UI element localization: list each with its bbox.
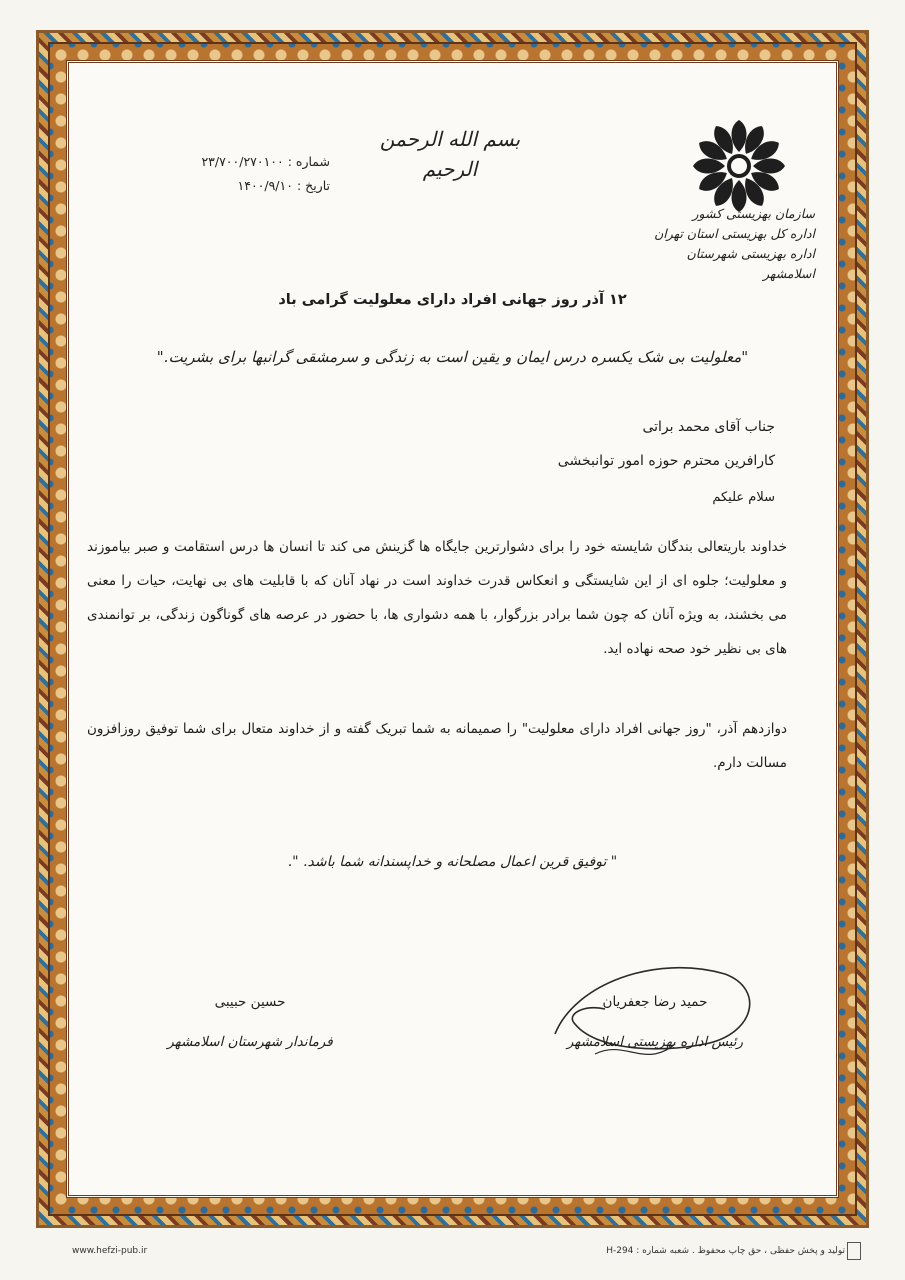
addressee-name: جناب آقای محمد براتی: [642, 419, 775, 435]
headline: ۱۲ آذر روز جهانی افراد دارای معلولیت گرامی باد: [278, 292, 627, 308]
reference-block: [140, 150, 330, 198]
addressee-block: [558, 410, 775, 478]
org-line-2: اداره کل بهزیستی استان تهران: [654, 226, 815, 241]
opening-quote: "معلولیت بی شک یکسره درس ایمان و یقین است به زندگی و سرمشقی گرانبها برای بشریت.": [156, 348, 749, 366]
publisher-mark-icon: [847, 1242, 861, 1260]
date-value: ۱۴۰۰/۹/۱۰: [237, 178, 293, 193]
signer-right-name: حمید رضا جعفریان: [602, 994, 708, 1010]
letter-content: [70, 64, 835, 1194]
organization-lines: [645, 204, 815, 284]
signer-right-title: رئیس اداره بهزیستی اسلامشهر: [566, 1034, 744, 1050]
basmala-calligraphy: بسم الله الرحمن الرحیم: [379, 127, 521, 181]
org-line-1: سازمان بهزیستی کشور: [692, 206, 815, 221]
reference-number-row: [140, 150, 330, 174]
signature-left: [130, 982, 370, 1062]
footer: [0, 1240, 905, 1270]
signer-left-name: حسین حبیبی: [214, 994, 286, 1010]
date-row: [140, 174, 330, 198]
addressee-title: کارافرین محترم حوزه امور توانبخشی: [557, 453, 775, 469]
footer-website: www.hefzi-pub.ir: [72, 1246, 148, 1256]
reference-number-label: شماره :: [287, 154, 330, 169]
date-label: تاریخ :: [296, 178, 330, 193]
closing-line: " توفیق قرین اعمال مصلحانه و خداپسندانه شما باشد. ".: [287, 854, 618, 870]
body-paragraph-2: دوازدهم آذر، "روز جهانی افراد دارای معلولیت" را صمیمانه به شما تبریک گفته و از خداوند متعال برای شما توفیق روزافزون مسالت دارم.: [87, 721, 787, 771]
salutation: سلام علیکم: [712, 490, 775, 505]
body-paragraph-1: خداوند باریتعالی بندگان شایسته خود را برای دشوارترین جایگاه ها گزینش می کند تا انسان ها درس استقامت و صبر بیاموزند و معلولیت؛ جلوه ای از این شایستگی و انعکاس قدرت خداوند است در نهاد آنان که با قابلیت های بی نهایت، حیات را معنی می بخشند، به ویژه آنان که چون شما برادر بزرگوار، با همه دشواری ها، با حضور در عرصه های گوناگون زندگی، بر توانمندی های بی نظیر خود صحه نهاده اید.: [87, 539, 787, 657]
org-line-3: اداره بهزیستی شهرستان اسلامشهر: [686, 246, 815, 281]
reference-number: ۲۳/۷۰۰/۲۷۰۱۰۰: [201, 154, 284, 169]
signature-right: [535, 982, 775, 1062]
footer-print-info: تولید و پخش حفظی ، حق چاپ محفوظ . شعبه شماره : H-294: [606, 1246, 845, 1256]
signer-left-title: فرماندار شهرستان اسلامشهر: [167, 1034, 333, 1050]
